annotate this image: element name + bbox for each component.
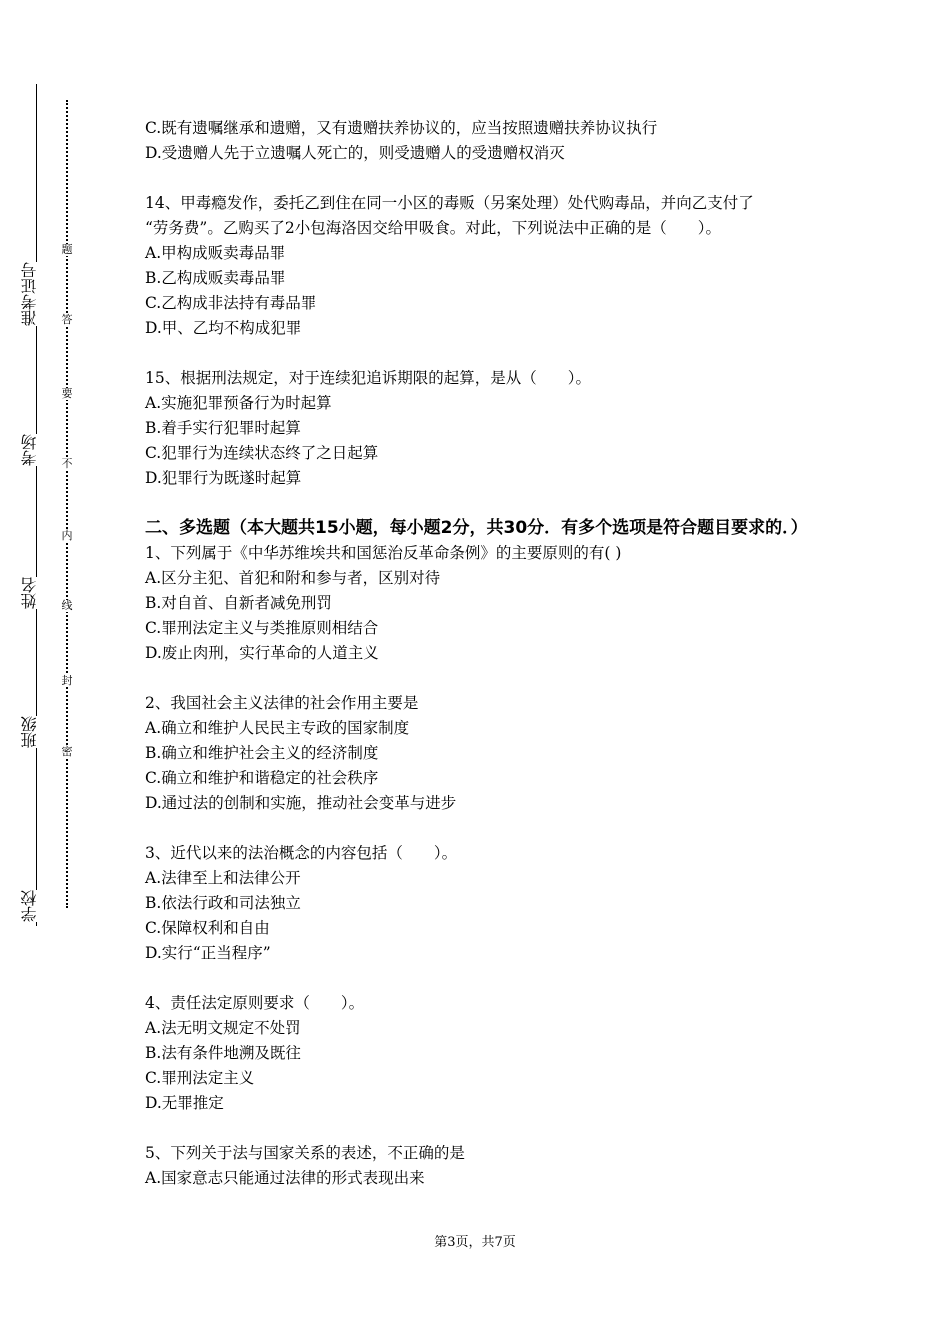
text-line: 3、近代以来的法治概念的内容包括（ ）。 (145, 844, 458, 862)
blank-line (145, 491, 825, 516)
text-line: C.确立和维护和谐稳定的社会秩序 (145, 769, 379, 787)
text-line: B.依法行政和司法独立 (145, 894, 301, 912)
text-line: D.通过法的创制和实施，推动社会变革与进步 (145, 794, 457, 812)
text-line: A.法律至上和法律公开 (145, 869, 301, 887)
text-line: A.实施犯罪预备行为时起算 (145, 394, 332, 412)
blank-line (145, 666, 825, 691)
blank-line (145, 816, 825, 841)
text-line: 15、根据刑法规定，对于连续犯追诉期限的起算，是从（ ）。 (145, 369, 591, 387)
seal-character: 题 (58, 244, 76, 256)
blank-line (145, 966, 825, 991)
binding-label: 考场 (22, 434, 52, 466)
seal-character: 不 (58, 458, 76, 470)
text-line: “劳务费”。乙购买了2小包海洛因交给甲吸食。对此，下列说法中正确的是（ ）。 (145, 219, 721, 237)
text-line: C.罪刑法定主义与类推原则相结合 (145, 619, 379, 637)
text-line: C.罪刑法定主义 (145, 1069, 255, 1087)
text-line: D.受遗赠人先于立遗嘱人死亡的，则受遗赠人的受遗赠权消灭 (145, 144, 565, 162)
seal-character: 要 (58, 388, 76, 400)
text-line: 2、我国社会主义法律的社会作用主要是 (145, 694, 419, 712)
text-line: B.对自首、自新者减免刑罚 (145, 594, 332, 612)
text-line: C.犯罪行为连续状态终了之日起算 (145, 444, 379, 462)
text-line: A.国家意志只能通过法律的形式表现出来 (145, 1169, 425, 1187)
text-line: B.法有条件地溯及既往 (145, 1044, 301, 1062)
binding-dotted-line (66, 100, 68, 908)
text-line: B.着手实行犯罪时起算 (145, 419, 301, 437)
question-content (145, 116, 825, 1191)
blank-line (145, 341, 825, 366)
binding-label: 班级 (22, 716, 52, 748)
text-line: D.犯罪行为既遂时起算 (145, 469, 302, 487)
text-line: 1、下列属于《中华苏维埃共和国惩治反革命条例》的主要原则的有( ) (145, 544, 622, 562)
seal-character: 封 (58, 675, 76, 687)
text-line: C.保障权利和自由 (145, 919, 270, 937)
blank-line (145, 1116, 825, 1141)
seal-character: 密 (58, 746, 76, 758)
page-footer: 第3页，共7页 (434, 1235, 516, 1250)
section-heading: 二、多选题（本大题共15小题，每小题2分，共30分．有多个选项是符合题目要求的．） (145, 518, 808, 538)
seal-character: 答 (58, 314, 76, 326)
text-line: D.实行“正当程序” (145, 944, 271, 962)
seal-character: 内 (58, 530, 76, 542)
text-line: 5、下列关于法与国家关系的表述，不正确的是 (145, 1144, 465, 1162)
binding-label: 准考证号 (22, 262, 52, 326)
text-line: B.乙构成贩卖毒品罪 (145, 269, 286, 287)
binding-solid-line (36, 84, 37, 926)
binding-label: 学校 (22, 890, 52, 922)
text-line: A.确立和维护人民民主专政的国家制度 (145, 719, 410, 737)
text-line: 14、甲毒瘾发作，委托乙到住在同一小区的毒贩（另案处理）处代购毒品，并向乙支付了 (145, 194, 754, 212)
text-line: A.区分主犯、首犯和附和参与者，区别对待 (145, 569, 441, 587)
text-line: D.废止肉刑，实行革命的人道主义 (145, 644, 379, 662)
text-line: A.法无明文规定不处罚 (145, 1019, 301, 1037)
seal-character: 线 (58, 600, 76, 612)
blank-line (145, 166, 825, 191)
text-line: C.既有遗嘱继承和遗赠，又有遗赠扶养协议的，应当按照遗赠扶养协议执行 (145, 119, 658, 137)
text-line: D.甲、乙均不构成犯罪 (145, 319, 302, 337)
text-line: 4、责任法定原则要求（ ）。 (145, 994, 365, 1012)
text-line: D.无罪推定 (145, 1094, 224, 1112)
text-line: A.甲构成贩卖毒品罪 (145, 244, 286, 262)
text-line: B.确立和维护社会主义的经济制度 (145, 744, 379, 762)
binding-label: 姓名 (22, 577, 52, 609)
text-line: C.乙构成非法持有毒品罪 (145, 294, 317, 312)
